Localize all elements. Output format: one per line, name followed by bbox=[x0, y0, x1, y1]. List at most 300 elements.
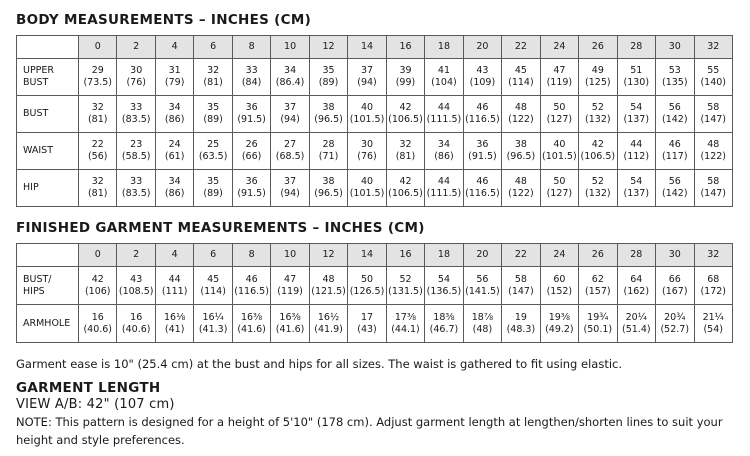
measurement-cell bbox=[502, 133, 540, 170]
cm-value: (91.5) bbox=[237, 114, 266, 125]
measurement-cell bbox=[386, 267, 424, 305]
measurement-cell bbox=[617, 267, 655, 305]
size-header-cell: 8 bbox=[232, 244, 270, 267]
cm-value: (48) bbox=[472, 323, 493, 335]
measurement-cell bbox=[656, 305, 694, 343]
cm-value: (76) bbox=[357, 151, 377, 162]
inches-value: 43 bbox=[476, 65, 489, 76]
inches-value: 62 bbox=[591, 273, 604, 285]
measurement-cell bbox=[155, 170, 193, 207]
size-header-cell: 2 bbox=[117, 36, 155, 59]
inches-value: 32 bbox=[91, 102, 104, 113]
inches-value: 46 bbox=[245, 273, 258, 285]
measurement-cell bbox=[386, 133, 424, 170]
measurement-cell bbox=[194, 59, 232, 96]
measurement-cell bbox=[79, 59, 117, 96]
inches-value: 40 bbox=[360, 102, 374, 113]
measurement-cell bbox=[617, 59, 655, 96]
cm-value: (132) bbox=[585, 188, 611, 199]
measurement-cell bbox=[155, 96, 193, 133]
measurement-cell bbox=[155, 267, 193, 305]
measurement-cell bbox=[309, 267, 347, 305]
measurement-cell bbox=[694, 133, 732, 170]
cm-value: (142) bbox=[661, 114, 688, 125]
row-label-line: HIPS bbox=[23, 285, 45, 297]
size-header-cell: 16 bbox=[386, 244, 424, 267]
measurement-cell bbox=[579, 133, 617, 170]
inches-value: 45 bbox=[514, 65, 527, 76]
size-header-cell: 6 bbox=[194, 244, 232, 267]
cm-value: (122) bbox=[508, 188, 534, 199]
measurement-cell bbox=[348, 305, 386, 343]
inches-value: 42 bbox=[591, 139, 604, 150]
cm-value: (147) bbox=[700, 114, 726, 125]
inches-value: 31 bbox=[168, 65, 181, 76]
cm-value: (116.5) bbox=[465, 188, 500, 199]
measurement-cell bbox=[117, 59, 155, 96]
inches-value: 39 bbox=[399, 65, 412, 76]
cm-value: (40.6) bbox=[121, 323, 151, 335]
measurement-row bbox=[17, 59, 733, 96]
inches-value: 42 bbox=[399, 102, 412, 113]
cm-value: (81) bbox=[203, 77, 223, 88]
inches-value: 48 bbox=[322, 273, 335, 285]
measurement-cell bbox=[540, 133, 578, 170]
inches-value: 16 bbox=[91, 311, 104, 323]
measurement-cell bbox=[194, 96, 232, 133]
cm-value: (99) bbox=[395, 77, 416, 88]
inches-value: 34 bbox=[437, 139, 450, 150]
size-header-cell: 18 bbox=[425, 36, 463, 59]
size-header-cell: 14 bbox=[348, 36, 386, 59]
inches-value: 16⅜ bbox=[240, 311, 263, 323]
inches-value: 34 bbox=[168, 102, 181, 113]
measurement-cell bbox=[617, 133, 655, 170]
size-header-cell: 22 bbox=[502, 244, 540, 267]
cm-value: (43) bbox=[357, 323, 377, 335]
cm-value: (94) bbox=[280, 188, 300, 199]
measurement-row bbox=[17, 305, 733, 343]
inches-value: 50 bbox=[553, 102, 566, 113]
cm-value: (86.4) bbox=[275, 77, 305, 88]
cm-value: (111) bbox=[161, 285, 188, 297]
cm-value: (66) bbox=[241, 151, 262, 162]
size-header-row bbox=[17, 244, 733, 267]
inches-value: 20¼ bbox=[625, 311, 647, 323]
measurement-cell bbox=[232, 170, 270, 207]
inches-value: 45 bbox=[207, 273, 220, 285]
inches-value: 37 bbox=[360, 65, 374, 76]
inches-value: 16⅜ bbox=[279, 311, 301, 323]
inches-value: 38 bbox=[514, 139, 527, 150]
measurement-cell bbox=[386, 305, 424, 343]
row-label-line: BUST/ bbox=[23, 273, 52, 285]
measurement-cell bbox=[194, 133, 232, 170]
cm-value: (91.5) bbox=[468, 151, 497, 162]
measurement-cell bbox=[232, 305, 270, 343]
size-header-cell: 32 bbox=[694, 36, 732, 59]
cm-value: (41.9) bbox=[314, 323, 343, 335]
measurement-cell bbox=[579, 267, 617, 305]
size-header-cell: 4 bbox=[155, 36, 193, 59]
size-header-cell: 24 bbox=[540, 36, 578, 59]
measurement-cell bbox=[694, 96, 732, 133]
cm-value: (86) bbox=[434, 151, 454, 162]
measurement-cell bbox=[425, 133, 463, 170]
measurement-cell bbox=[540, 267, 578, 305]
size-header-cell: 0 bbox=[79, 244, 117, 267]
inches-value: 53 bbox=[668, 65, 681, 76]
measurement-cell bbox=[386, 170, 424, 207]
cm-value: (119) bbox=[277, 285, 303, 297]
inches-value: 16½ bbox=[317, 311, 340, 323]
measurement-cell bbox=[463, 96, 501, 133]
finished-garment-title: FINISHED GARMENT MEASUREMENTS – INCHES (CM) bbox=[16, 220, 425, 236]
cm-value: (119) bbox=[546, 77, 573, 88]
cm-value: (172) bbox=[700, 285, 726, 297]
measurement-cell bbox=[155, 133, 193, 170]
header-corner-cell bbox=[17, 36, 79, 59]
inches-value: 34 bbox=[168, 176, 181, 187]
cm-value: (96.5) bbox=[506, 151, 536, 162]
inches-value: 58 bbox=[514, 273, 527, 285]
inches-value: 44 bbox=[630, 139, 643, 150]
inches-value: 36 bbox=[476, 139, 489, 150]
size-header-cell: 8 bbox=[232, 36, 270, 59]
measurement-cell bbox=[579, 170, 617, 207]
cm-value: (96.5) bbox=[314, 188, 343, 199]
row-label-line: WAIST bbox=[23, 145, 54, 156]
garment-length-note: NOTE: This pattern is designed for a height of 5'10" (178 cm). Adjust garment length at lengthen/shorten lines to suit your height and style preferences. bbox=[16, 415, 723, 447]
measurement-cell bbox=[155, 305, 193, 343]
cm-value: (106) bbox=[84, 285, 111, 297]
row-label bbox=[17, 96, 79, 133]
inches-value: 58 bbox=[707, 176, 720, 187]
size-header-cell: 12 bbox=[309, 36, 347, 59]
cm-value: (41.6) bbox=[237, 323, 266, 335]
inches-value: 32 bbox=[399, 139, 412, 150]
inches-value: 64 bbox=[630, 273, 643, 285]
inches-value: 25 bbox=[207, 139, 220, 150]
inches-value: 32 bbox=[91, 176, 104, 187]
cm-value: (147) bbox=[700, 188, 726, 199]
cm-value: (41) bbox=[164, 323, 185, 335]
measurement-cell bbox=[194, 267, 232, 305]
cm-value: (127) bbox=[546, 188, 573, 199]
measurement-cell bbox=[656, 170, 694, 207]
measurement-cell bbox=[271, 59, 309, 96]
measurement-cell bbox=[694, 170, 732, 207]
inches-value: 66 bbox=[668, 273, 681, 285]
measurement-cell bbox=[502, 59, 540, 96]
measurement-cell bbox=[117, 96, 155, 133]
cm-value: (83.5) bbox=[121, 188, 151, 199]
measurement-cell bbox=[309, 170, 347, 207]
cm-value: (136.5) bbox=[426, 285, 462, 297]
cm-value: (122) bbox=[700, 151, 726, 162]
inches-value: 22 bbox=[91, 139, 104, 150]
size-header-cell: 6 bbox=[194, 36, 232, 59]
inches-value: 29 bbox=[91, 65, 104, 76]
inches-value: 46 bbox=[476, 102, 489, 113]
cm-value: (167) bbox=[661, 285, 688, 297]
inches-value: 24 bbox=[168, 139, 181, 150]
measurement-row bbox=[17, 96, 733, 133]
inches-value: 48 bbox=[514, 102, 527, 113]
size-header-cell: 0 bbox=[79, 36, 117, 59]
size-header-cell: 26 bbox=[579, 36, 617, 59]
measurement-cell bbox=[425, 305, 463, 343]
cm-value: (54) bbox=[703, 323, 723, 335]
cm-value: (108.5) bbox=[118, 285, 154, 297]
cm-value: (125) bbox=[585, 77, 611, 88]
cm-value: (126.5) bbox=[349, 285, 385, 297]
measurement-cell bbox=[309, 305, 347, 343]
measurement-cell bbox=[540, 59, 578, 96]
body-measurements-title: BODY MEASUREMENTS – INCHES (CM) bbox=[16, 12, 312, 28]
inches-value: 50 bbox=[360, 273, 374, 285]
cm-value: (117) bbox=[661, 151, 688, 162]
cm-value: (49.2) bbox=[545, 323, 574, 335]
size-header-cell: 28 bbox=[617, 36, 655, 59]
measurement-cell bbox=[617, 305, 655, 343]
cm-value: (52.7) bbox=[660, 323, 690, 335]
cm-value: (140) bbox=[700, 77, 726, 88]
cm-value: (116.5) bbox=[234, 285, 269, 297]
inches-value: 48 bbox=[707, 139, 720, 150]
measurement-cell bbox=[348, 96, 386, 133]
inches-value: 48 bbox=[514, 176, 527, 187]
measurement-cell bbox=[79, 267, 117, 305]
measurement-cell bbox=[194, 170, 232, 207]
inches-value: 23 bbox=[130, 139, 143, 150]
inches-value: 43 bbox=[130, 273, 143, 285]
size-header-row bbox=[17, 36, 733, 59]
measurement-cell bbox=[309, 96, 347, 133]
inches-value: 36 bbox=[245, 102, 258, 113]
measurement-cell bbox=[540, 96, 578, 133]
measurement-cell bbox=[656, 96, 694, 133]
measurement-cell bbox=[271, 267, 309, 305]
inches-value: 19⅜ bbox=[548, 311, 570, 323]
measurement-cell bbox=[117, 170, 155, 207]
measurement-cell bbox=[502, 170, 540, 207]
inches-value: 60 bbox=[553, 273, 566, 285]
measurement-cell bbox=[425, 96, 463, 133]
inches-value: 46 bbox=[476, 176, 489, 187]
cm-value: (112) bbox=[623, 151, 650, 162]
inches-value: 54 bbox=[437, 273, 450, 285]
inches-value: 41 bbox=[437, 65, 450, 76]
measurement-cell bbox=[694, 59, 732, 96]
inches-value: 26 bbox=[245, 139, 258, 150]
row-label bbox=[17, 267, 79, 305]
measurement-cell bbox=[425, 59, 463, 96]
inches-value: 32 bbox=[207, 65, 220, 76]
measurement-cell bbox=[579, 59, 617, 96]
size-header-cell: 30 bbox=[656, 36, 694, 59]
size-header-cell: 10 bbox=[271, 244, 309, 267]
cm-value: (135) bbox=[661, 77, 688, 88]
cm-value: (46.7) bbox=[429, 323, 459, 335]
measurement-cell bbox=[117, 267, 155, 305]
inches-value: 21¼ bbox=[702, 311, 724, 323]
cm-value: (44.1) bbox=[391, 323, 420, 335]
size-header-cell: 26 bbox=[579, 244, 617, 267]
measurement-cell bbox=[348, 267, 386, 305]
size-header-cell: 14 bbox=[348, 244, 386, 267]
measurement-cell bbox=[502, 267, 540, 305]
measurement-cell bbox=[540, 170, 578, 207]
inches-value: 33 bbox=[130, 102, 143, 113]
measurement-cell bbox=[117, 305, 155, 343]
cm-value: (51.4) bbox=[622, 323, 651, 335]
cm-value: (81) bbox=[395, 151, 416, 162]
inches-value: 20¾ bbox=[664, 311, 686, 323]
measurement-cell bbox=[425, 267, 463, 305]
cm-value: (81) bbox=[87, 114, 108, 125]
inches-value: 36 bbox=[245, 176, 258, 187]
garment-length-title: GARMENT LENGTH bbox=[16, 380, 161, 396]
row-label-line: BUST bbox=[23, 108, 49, 119]
finished-garment-table bbox=[16, 243, 733, 343]
cm-value: (147) bbox=[508, 285, 534, 297]
inches-value: 54 bbox=[630, 102, 643, 113]
measurement-cell bbox=[348, 59, 386, 96]
measurement-cell bbox=[425, 170, 463, 207]
cm-value: (83.5) bbox=[121, 114, 151, 125]
inches-value: 55 bbox=[707, 65, 720, 76]
cm-value: (109) bbox=[469, 77, 496, 88]
inches-value: 16 bbox=[130, 311, 143, 323]
size-header-cell: 28 bbox=[617, 244, 655, 267]
cm-value: (122) bbox=[508, 114, 534, 125]
row-label bbox=[17, 170, 79, 207]
cm-value: (94) bbox=[357, 77, 377, 88]
inches-value: 30 bbox=[130, 65, 143, 76]
measurement-cell bbox=[79, 133, 117, 170]
measurement-cell bbox=[194, 305, 232, 343]
cm-value: (101.5) bbox=[349, 188, 385, 199]
cm-value: (86) bbox=[164, 188, 185, 199]
cm-value: (106.5) bbox=[388, 188, 423, 199]
cm-value: (114) bbox=[508, 77, 534, 88]
inches-value: 33 bbox=[130, 176, 143, 187]
measurement-cell bbox=[656, 133, 694, 170]
cm-value: (152) bbox=[546, 285, 573, 297]
inches-value: 37 bbox=[284, 102, 297, 113]
measurement-cell bbox=[117, 133, 155, 170]
measurement-cell bbox=[579, 305, 617, 343]
cm-value: (101.5) bbox=[349, 114, 385, 125]
cm-value: (56) bbox=[87, 151, 108, 162]
cm-value: (40.6) bbox=[83, 323, 113, 335]
cm-value: (111.5) bbox=[426, 188, 462, 199]
measurement-row bbox=[17, 267, 733, 305]
measurement-cell bbox=[502, 305, 540, 343]
cm-value: (76) bbox=[126, 77, 146, 88]
size-header-cell: 20 bbox=[463, 244, 501, 267]
inches-value: 49 bbox=[591, 65, 604, 76]
inches-value: 44 bbox=[437, 102, 450, 113]
measurement-cell bbox=[617, 96, 655, 133]
measurement-cell bbox=[271, 170, 309, 207]
inches-value: 35 bbox=[322, 65, 335, 76]
measurement-cell bbox=[271, 133, 309, 170]
inches-value: 16¼ bbox=[202, 311, 224, 323]
cm-value: (41.6) bbox=[275, 323, 305, 335]
cm-value: (142) bbox=[661, 188, 688, 199]
measurement-cell bbox=[694, 267, 732, 305]
measurement-cell bbox=[656, 59, 694, 96]
measurement-cell bbox=[463, 305, 501, 343]
inches-value: 47 bbox=[284, 273, 297, 285]
cm-value: (127) bbox=[546, 114, 573, 125]
size-header-cell: 20 bbox=[463, 36, 501, 59]
inches-value: 18⅞ bbox=[471, 311, 494, 323]
size-header-cell: 24 bbox=[540, 244, 578, 267]
cm-value: (130) bbox=[623, 77, 650, 88]
inches-value: 34 bbox=[284, 65, 297, 76]
cm-value: (137) bbox=[623, 114, 650, 125]
row-label-line: BUST bbox=[23, 77, 49, 88]
inches-value: 30 bbox=[360, 139, 374, 150]
cm-value: (106.5) bbox=[388, 114, 423, 125]
cm-value: (48.3) bbox=[506, 323, 536, 335]
size-header-cell: 22 bbox=[502, 36, 540, 59]
inches-value: 44 bbox=[437, 176, 450, 187]
row-label-line: ARMHOLE bbox=[23, 317, 71, 329]
inches-value: 38 bbox=[322, 102, 335, 113]
inches-value: 38 bbox=[322, 176, 335, 187]
row-label bbox=[17, 59, 79, 96]
inches-value: 51 bbox=[630, 65, 643, 76]
inches-value: 47 bbox=[553, 65, 566, 76]
cm-value: (41.3) bbox=[198, 323, 228, 335]
measurement-cell bbox=[232, 133, 270, 170]
row-label-line: HIP bbox=[23, 182, 39, 193]
inches-value: 35 bbox=[207, 102, 220, 113]
measurement-cell bbox=[463, 59, 501, 96]
measurement-cell bbox=[271, 305, 309, 343]
inches-value: 44 bbox=[168, 273, 181, 285]
cm-value: (106.5) bbox=[580, 151, 616, 162]
inches-value: 19¾ bbox=[587, 311, 609, 323]
measurement-cell bbox=[463, 267, 501, 305]
garment-ease-note: Garment ease is 10" (25.4 cm) at the bust and hips for all sizes. The waist is gathered to fit using elastic. bbox=[16, 357, 622, 371]
row-label-line: UPPER bbox=[23, 65, 55, 76]
size-header-cell: 16 bbox=[386, 36, 424, 59]
garment-length-view: VIEW A/B: 42" (107 cm) bbox=[16, 397, 175, 412]
size-header-cell: 32 bbox=[694, 244, 732, 267]
cm-value: (63.5) bbox=[198, 151, 228, 162]
measurement-cell bbox=[502, 96, 540, 133]
cm-value: (89) bbox=[203, 188, 223, 199]
inches-value: 40 bbox=[360, 176, 374, 187]
cm-value: (68.5) bbox=[275, 151, 305, 162]
cm-value: (141.5) bbox=[465, 285, 500, 297]
inches-value: 58 bbox=[707, 102, 720, 113]
cm-value: (91.5) bbox=[237, 188, 266, 199]
cm-value: (132) bbox=[585, 114, 611, 125]
cm-value: (84) bbox=[241, 77, 262, 88]
measurement-cell bbox=[232, 96, 270, 133]
inches-value: 16⅛ bbox=[164, 311, 186, 323]
inches-value: 46 bbox=[668, 139, 681, 150]
inches-value: 52 bbox=[591, 176, 604, 187]
size-header-cell: 2 bbox=[117, 244, 155, 267]
measurement-cell bbox=[232, 59, 270, 96]
